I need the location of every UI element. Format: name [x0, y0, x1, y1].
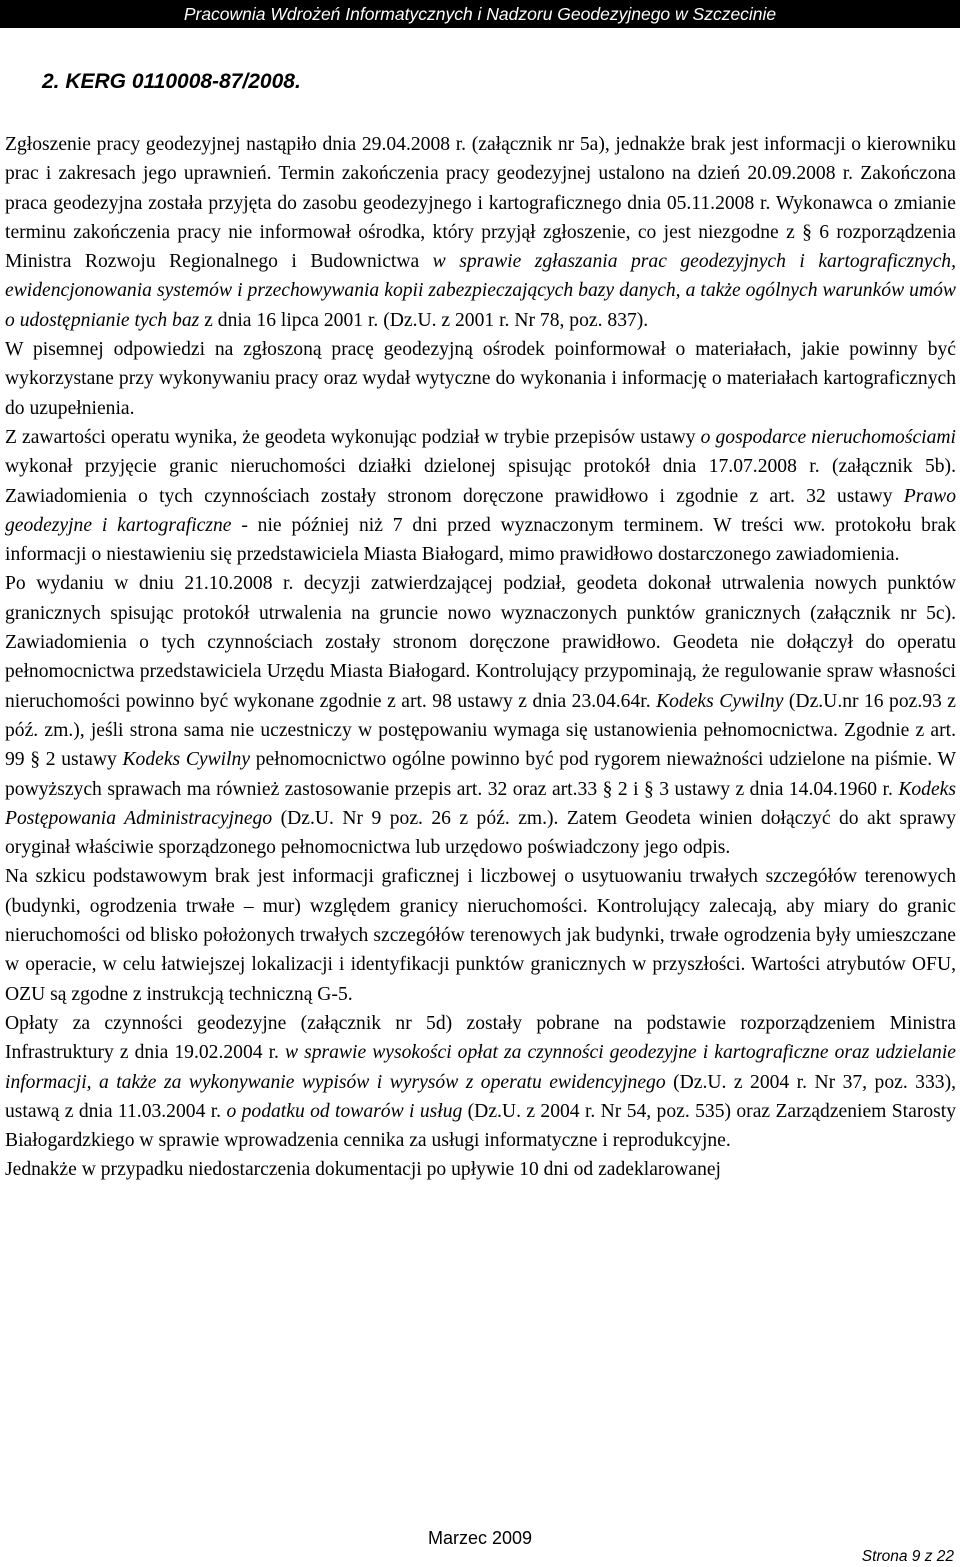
- text-run: (Dz.U.nr 16 poz.93 z póź. zm.), jeśli strona sama nie uczestniczy w postępowaniu wymaga się ustanowienia pełnomocnictwa. Zgodnie z art. 99 § 2 ustawy: [5, 690, 957, 771]
- paragraph-4: [5, 569, 956, 862]
- italic-run: Prawo geodezyjne i kartograficzne: [5, 485, 956, 536]
- text-run: wykonał przyjęcie granic nieruchomości działki dzielonej spisując protokół dnia 17.07.2008 r. (załącznik 5b). Zawiadomienia o tych czynnościach zostały stronom doręczone prawidłowo i zgodnie z art. 32 ustawy: [5, 456, 956, 507]
- italic-run: Kodeks Postępowania Administracyjnego: [5, 778, 956, 829]
- paragraph-2: W pisemnej odpowiedzi na zgłoszoną pracę geodezyjną ośrodek poinformował o materiałach, jakie powinny być wykorzystane przy wykonywaniu pracy oraz wydał wytyczne do wykonania i informację o materiałach kartograficznych do uzupełnienia.: [5, 339, 956, 419]
- section-heading: 2. KERG 0110008-87/2008.: [42, 70, 301, 93]
- italic-run: w sprawie wysokości opłat za czynności geodezyjne i kartograficzne oraz udzielanie informacji, a także za wykonywanie wypisów i wyrysów z operatu ewidencyjnego: [5, 1042, 956, 1093]
- paragraph-6: [5, 1009, 956, 1155]
- header-title: Pracownia Wdrożeń Informatycznych i Nadzoru Geodezyjnego w Szczecinie: [183, 4, 777, 24]
- text-run: z dnia 16 lipca 2001 r. (Dz.U. z 2001 r. Nr 78, poz. 837).: [199, 309, 649, 331]
- text-run: Z zawartości operatu wynika, że geodeta wykonując podział w trybie przepisów ustawy: [5, 426, 701, 448]
- italic-run: Kodeks Cywilny: [122, 749, 251, 771]
- italic-run: o gospodarce nieruchomościami: [700, 426, 957, 448]
- paragraph-5: Na szkicu podstawowym brak jest informacji graficznej i liczbowej o usytuowaniu trwałych szczegółów terenowych (budynki, ogrodzenia trwałe – mur) względem granicy nieruchomości. Kontrolujący zalecają, aby miary do granic nieruchomości od blisko położonych trwałych szczegółów terenowych jak budynki, trwałe ogrodzenia były umieszczane w operacie, w celu łatwiejszej lokalizacji i identyfikacji punktów granicznych w przyszłości. Wartości atrybutów OFU, OZU są zgodne z instrukcją techniczną G-5.: [5, 866, 956, 1005]
- text-run: Opłaty za czynności geodezyjne (załącznik nr 5d) zostały pobrane na podstawie rozporządzeniem Ministra Infrastruktury z dnia 19.02.2004 r.: [5, 1012, 956, 1064]
- italic-run: o podatku od towarów i usług: [226, 1100, 463, 1122]
- paragraph-1: [5, 130, 956, 335]
- italic-run: w sprawie zgłaszania prac geodezyjnych i kartograficznych, ewidencjonowania systemów i przechowywania kopii zabezpieczających bazy danych, a także ogólnych warunków umów o udostępnianie tych baz: [5, 251, 956, 331]
- footer-date: Marzec 2009: [427, 1528, 533, 1548]
- text-run: (Dz.U. z 2004 r. Nr 54, poz. 535) oraz Zarządzeniem Starosty Białogardzkiego w sprawie wprowadzenia cennika za usługi informatyczne i reprodukcyjne.: [5, 1100, 957, 1152]
- text-run: (Dz.U. Nr 9 poz. 26 z póź. zm.). Zatem Geodeta winien dołączyć do akt sprawy oryginał właściwie sporządzonego pełnomocnictwa lub urzędowo poświadczony jego odpis.: [5, 807, 956, 859]
- document-body: [5, 130, 956, 1185]
- text-run: pełnomocnictwo ogólne powinno być pod rygorem nieważności udzielone na piśmie. W powyższych sprawach ma również zastosowanie przepis art. 32 oraz art.33 § 2 i § 3 ustawy z dnia 14.04.1960 r.: [5, 749, 956, 800]
- text-run: (Dz.U. z 2004 r. Nr 37, poz. 333), ustawą z dnia 11.03.2004 r.: [5, 1071, 956, 1122]
- text-run: Zgłoszenie pracy geodezyjnej nastąpiło dnia 29.04.2008 r. (załącznik nr 5a), jednakże brak jest informacji o kierowniku prac i zakresach jego uprawnień. Termin zakończenia pracy geodezyjnej ustalono na dzień 20.09.2008 r. Zakończona praca geodezyjna została przyjęta do zasobu geodezyjnego i kartograficznego dnia 05.11.2008 r. Wykonawca o zmianie terminu zakończenia pracy nie informował ośrodka, który przyjął zgłoszenie, co jest niezgodne z § 6 rozporządzenia Ministra Rozwoju Regionalnego i Budownictwa: [5, 134, 956, 273]
- paragraph-7: Jednakże w przypadku niedostarczenia dokumentacji po upływie 10 dni od zadeklarowanej: [5, 1159, 722, 1181]
- text-run: - nie później niż 7 dni przed wyznaczonym terminem. W treści ww. protokołu brak informacji o niestawieniu się przedstawiciela Miasta Białogard, mimo prawidłowo dostarczonego zawiadomienia.: [5, 514, 956, 566]
- footer-page-number: Strona 9 z 22: [861, 1548, 954, 1565]
- italic-run: Kodeks Cywilny: [656, 690, 784, 712]
- text-run: Po wydaniu w dniu 21.10.2008 r. decyzji zatwierdzającej podział, geodeta dokonał utrwalenia nowych punktów granicznych spisując protokół utrwalenia na gruncie nowo wyznaczonych punktów granicznych (załącznik nr 5c). Zawiadomienia o tych czynnościach zostały stronom doręczone prawidłowo. Geodeta nie dołączył do operatu pełnomocnictwa przedstawiciela Urzędu Miasta Białogard. Kontrolujący przypominają, że regulowanie spraw własności nieruchomości powinno być wykonane zgodnie z art. 98 ustawy z dnia 23.04.64r.: [5, 573, 956, 712]
- paragraph-3: [5, 423, 956, 569]
- page-header: [0, 0, 960, 28]
